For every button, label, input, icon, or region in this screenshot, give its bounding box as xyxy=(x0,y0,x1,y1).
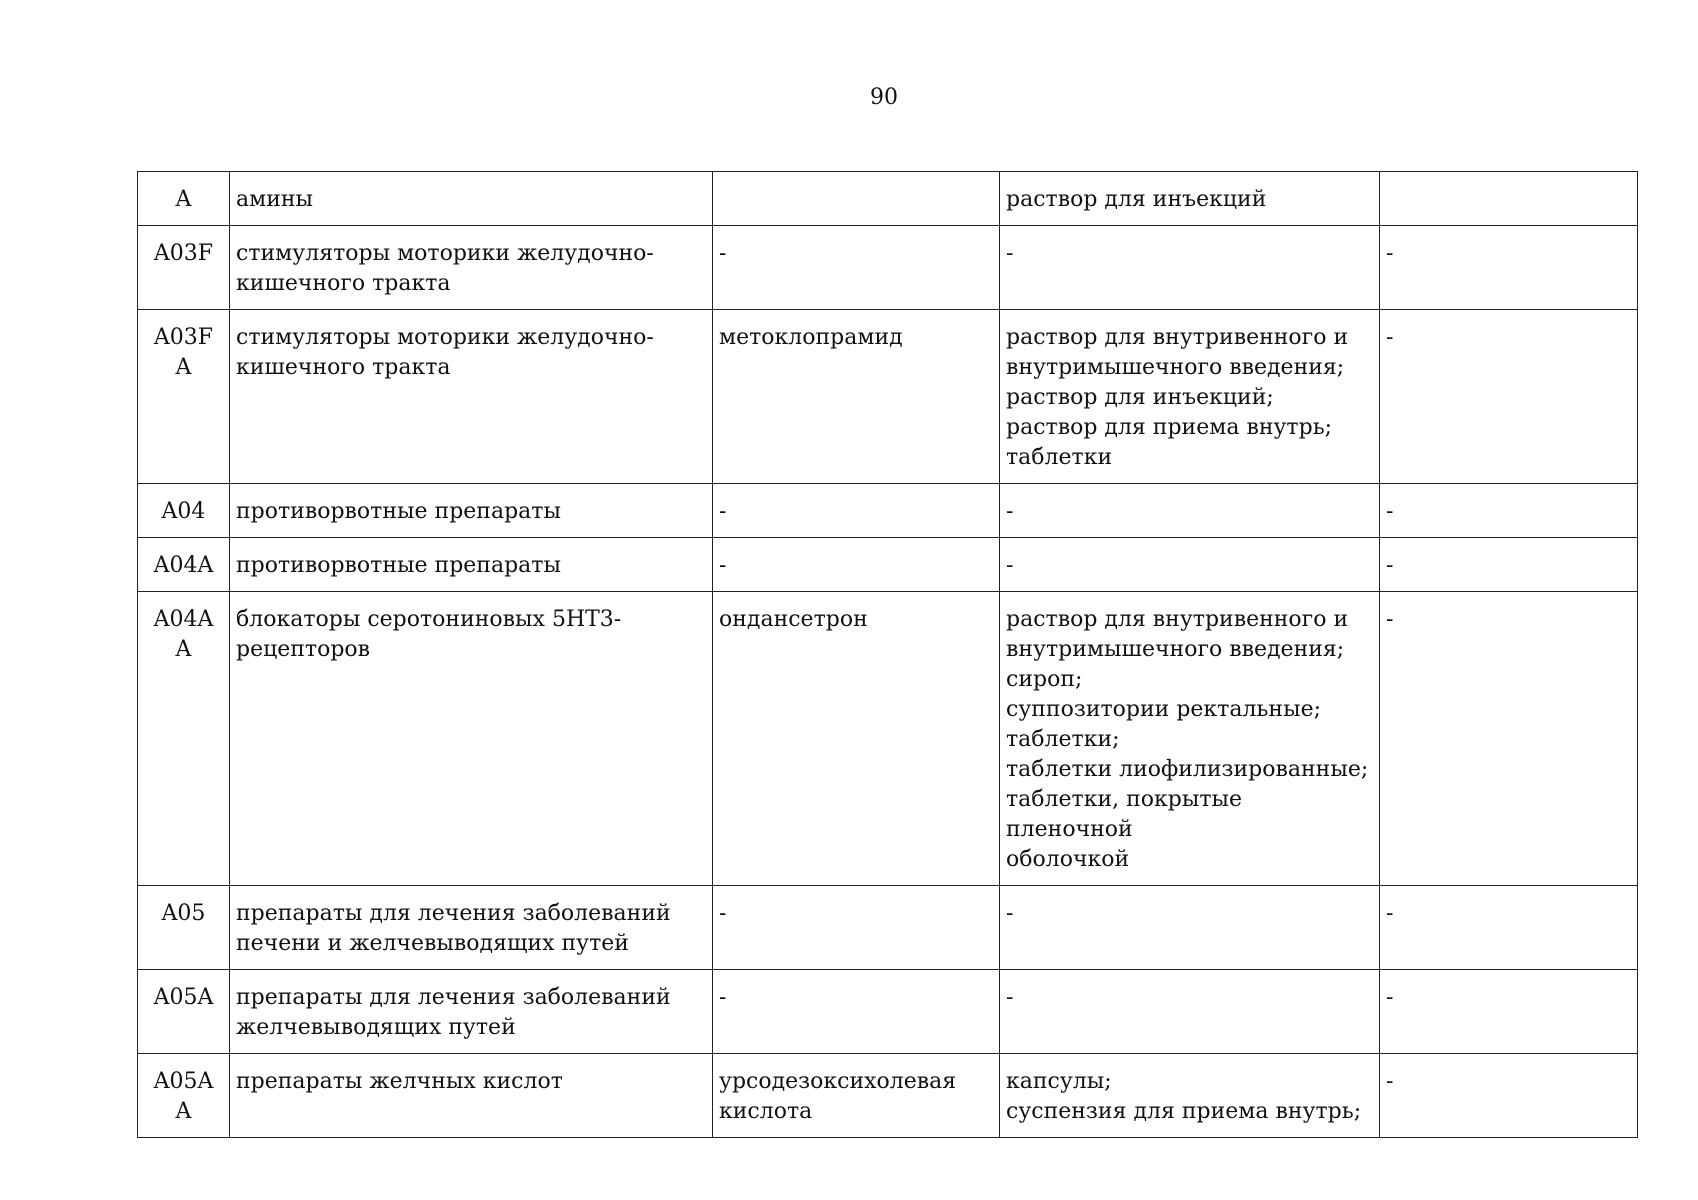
table-row xyxy=(138,538,1638,592)
cell-text-line: - xyxy=(719,241,727,266)
cell-text-line: ондансетрон xyxy=(719,607,868,632)
cell-text-line: A05 xyxy=(161,901,206,926)
cell-text-line: раствор для приема внутрь; xyxy=(1006,415,1333,440)
page-number: 90 xyxy=(870,85,898,110)
anatomical-group-cell xyxy=(230,1054,713,1138)
cell-text-line: A04A xyxy=(153,553,214,578)
cell-text-line: амины xyxy=(236,187,314,212)
cell-text-line: - xyxy=(719,901,727,926)
cell-text-line: кишечного тракта xyxy=(236,271,451,296)
drug-name-cell xyxy=(713,970,1000,1054)
cell-text-line: капсулы; xyxy=(1006,1069,1112,1094)
cell-text-line: желчевыводящих путей xyxy=(236,1015,516,1040)
cell-text-line: урсодезоксихолевая xyxy=(719,1069,957,1094)
cell-text-line: оболочкой xyxy=(1006,847,1130,872)
drug-name-cell xyxy=(713,538,1000,592)
dosage-forms-cell xyxy=(1000,310,1380,484)
cell-text-line: раствор для внутривенного и xyxy=(1006,607,1349,632)
cell-text-line: A04 xyxy=(161,499,206,524)
cell-text-line: - xyxy=(1386,241,1394,266)
extra-column-cell xyxy=(1380,886,1638,970)
cell-text-line: - xyxy=(719,499,727,524)
table-row xyxy=(138,970,1638,1054)
cell-text-line: - xyxy=(1006,553,1014,578)
cell-text-line: кислота xyxy=(719,1099,813,1124)
cell-text-line: - xyxy=(1006,901,1014,926)
anatomical-group-cell xyxy=(230,970,713,1054)
dosage-forms-cell xyxy=(1000,484,1380,538)
cell-text-line: - xyxy=(719,553,727,578)
cell-text-line: A03F xyxy=(153,241,214,266)
cell-text-line: печени и желчевыводящих путей xyxy=(236,931,629,956)
anatomical-group-cell xyxy=(230,310,713,484)
atc-code-cell xyxy=(138,226,230,310)
cell-text-line: рецепторов xyxy=(236,637,371,662)
cell-text-line: сироп; xyxy=(1006,667,1083,692)
anatomical-group-cell xyxy=(230,538,713,592)
cell-text-line: A xyxy=(175,355,192,380)
drug-name-cell xyxy=(713,886,1000,970)
cell-text-line: - xyxy=(1006,241,1014,266)
cell-text-line: кишечного тракта xyxy=(236,355,451,380)
cell-text-line: A xyxy=(175,637,192,662)
atc-code-cell xyxy=(138,592,230,886)
extra-column-cell xyxy=(1380,538,1638,592)
cell-text-line: внутримышечного введения; xyxy=(1006,637,1345,662)
extra-column-cell xyxy=(1380,1054,1638,1138)
dosage-forms-cell xyxy=(1000,886,1380,970)
cell-text-line: раствор для инъекций xyxy=(1006,187,1267,212)
cell-text-line: - xyxy=(1386,607,1394,632)
cell-text-line: раствор для инъекций; xyxy=(1006,385,1274,410)
cell-text-line: - xyxy=(1386,499,1394,524)
cell-text-line: блокаторы серотониновых 5НТ3- xyxy=(236,607,622,632)
atc-code-cell xyxy=(138,172,230,226)
cell-text-line: раствор для внутривенного и xyxy=(1006,325,1349,350)
anatomical-group-cell xyxy=(230,226,713,310)
cell-text-line: - xyxy=(1386,901,1394,926)
cell-text-line: суспензия для приема внутрь; xyxy=(1006,1099,1362,1124)
cell-text-line: таблетки xyxy=(1006,445,1113,470)
cell-text-line: - xyxy=(1386,325,1394,350)
extra-column-cell xyxy=(1380,970,1638,1054)
atc-code-cell xyxy=(138,310,230,484)
table-body xyxy=(138,172,1638,1138)
extra-column-cell xyxy=(1380,484,1638,538)
drug-name-cell xyxy=(713,484,1000,538)
table-row xyxy=(138,226,1638,310)
cell-text-line: - xyxy=(1386,553,1394,578)
cell-text-line: - xyxy=(1386,1069,1394,1094)
dosage-forms-cell xyxy=(1000,172,1380,226)
table-row xyxy=(138,1054,1638,1138)
cell-text-line: - xyxy=(1386,985,1394,1010)
cell-text-line: таблетки; xyxy=(1006,727,1120,752)
anatomical-group-cell xyxy=(230,484,713,538)
cell-text-line: противорвотные препараты xyxy=(236,553,561,578)
drug-name-cell xyxy=(713,592,1000,886)
table-row xyxy=(138,172,1638,226)
dosage-forms-cell xyxy=(1000,226,1380,310)
cell-text-line: препараты для лечения заболеваний xyxy=(236,901,671,926)
cell-text-line: A05A xyxy=(153,1069,214,1094)
atc-code-cell xyxy=(138,886,230,970)
table-row xyxy=(138,310,1638,484)
cell-text-line: метоклопрамид xyxy=(719,325,903,350)
atc-code-cell xyxy=(138,484,230,538)
cell-text-line: - xyxy=(1006,499,1014,524)
cell-text-line: препараты для лечения заболеваний xyxy=(236,985,671,1010)
dosage-forms-cell xyxy=(1000,1054,1380,1138)
table-row xyxy=(138,592,1638,886)
anatomical-group-cell xyxy=(230,886,713,970)
cell-text-line: A05A xyxy=(153,985,214,1010)
cell-text-line: - xyxy=(1006,985,1014,1010)
extra-column-cell xyxy=(1380,592,1638,886)
cell-text-line: стимуляторы моторики желудочно- xyxy=(236,325,654,350)
cell-text-line: A03F xyxy=(153,325,214,350)
cell-text-line: препараты желчных кислот xyxy=(236,1069,563,1094)
cell-text-line: - xyxy=(719,985,727,1010)
cell-text-line: противорвотные препараты xyxy=(236,499,561,524)
atc-code-cell xyxy=(138,538,230,592)
dosage-forms-cell xyxy=(1000,592,1380,886)
dosage-forms-cell xyxy=(1000,970,1380,1054)
dosage-forms-cell xyxy=(1000,538,1380,592)
cell-text-line: суппозитории ректальные; xyxy=(1006,697,1322,722)
drug-name-cell xyxy=(713,310,1000,484)
drug-name-cell xyxy=(713,226,1000,310)
extra-column-cell xyxy=(1380,226,1638,310)
atc-code-cell xyxy=(138,1054,230,1138)
cell-text-line: A xyxy=(175,1099,192,1124)
extra-column-cell xyxy=(1380,172,1638,226)
cell-text-line: таблетки, покрытые пленочной xyxy=(1006,787,1250,842)
cell-text-line: таблетки лиофилизированные; xyxy=(1006,757,1369,782)
extra-column-cell xyxy=(1380,310,1638,484)
cell-text-line: стимуляторы моторики желудочно- xyxy=(236,241,654,266)
table-row xyxy=(138,886,1638,970)
anatomical-group-cell xyxy=(230,172,713,226)
atc-code-cell xyxy=(138,970,230,1054)
drug-table xyxy=(137,171,1638,1138)
table-row xyxy=(138,484,1638,538)
drug-name-cell xyxy=(713,1054,1000,1138)
cell-text-line: внутримышечного введения; xyxy=(1006,355,1345,380)
anatomical-group-cell xyxy=(230,592,713,886)
cell-text-line: A04A xyxy=(153,607,214,632)
cell-text-line: А xyxy=(175,187,192,212)
drug-name-cell xyxy=(713,172,1000,226)
